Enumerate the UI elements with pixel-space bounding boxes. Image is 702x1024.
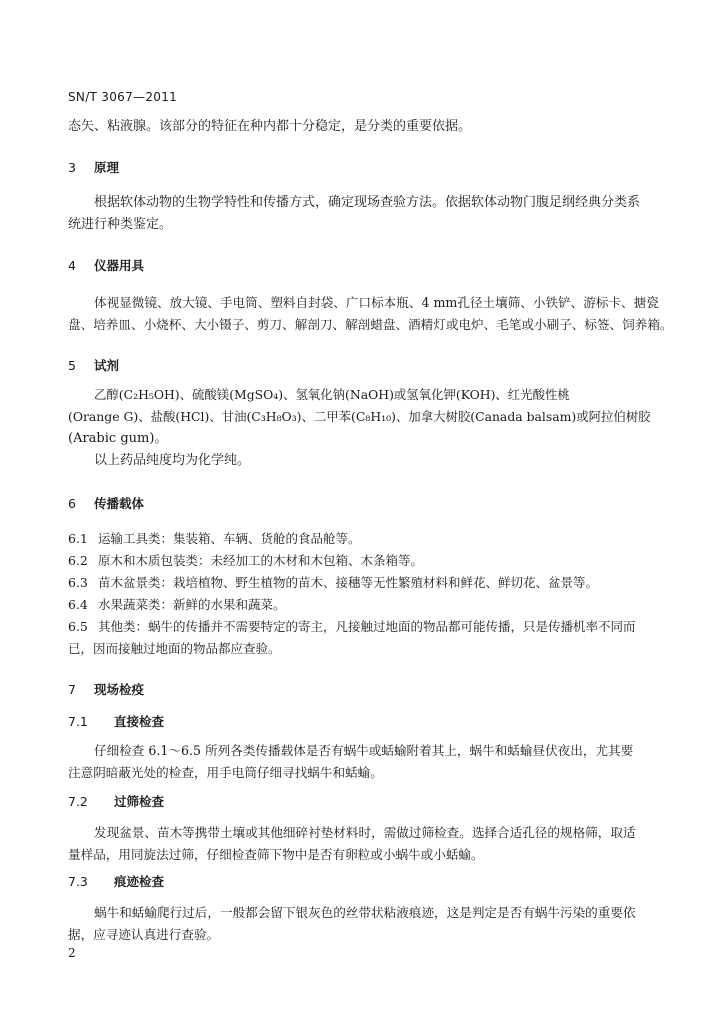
list-item bbox=[68, 550, 638, 572]
section-3-heading bbox=[68, 158, 119, 176]
subsection-number: 7.2 bbox=[68, 794, 88, 809]
section-7-heading bbox=[68, 680, 144, 698]
paragraph-line: 量样品，用同旋法过筛，仔细检查筛下物中是否有卵粒或小蜗牛或小蛞蝓。 bbox=[68, 847, 484, 862]
section-4-heading bbox=[68, 256, 144, 274]
paragraph-line: (Orange G)、盐酸(HCl)、甘油(C₃H₈O₃)、二甲苯(C₈H₁₀)、加拿大树胶(Canada balsam)或阿拉伯树胶 bbox=[68, 409, 651, 424]
section-number: 4 bbox=[68, 258, 76, 273]
section-title: 原理 bbox=[94, 160, 120, 175]
list-item bbox=[68, 528, 638, 550]
subsection-title: 直接检查 bbox=[114, 714, 165, 729]
item-number: 6.2 bbox=[68, 553, 88, 568]
subsection-7-3-heading bbox=[68, 872, 164, 890]
standard-code: SN/T 3067—2011 bbox=[68, 90, 178, 104]
list-item bbox=[68, 616, 638, 638]
section-6-heading bbox=[68, 494, 144, 512]
section-5-heading bbox=[68, 356, 119, 374]
list-item bbox=[68, 594, 638, 616]
subsection-7-2-heading bbox=[68, 792, 164, 810]
paragraph-line: 体视显微镜、放大镜、手电筒、塑料自封袋、广口标本瓶、4 mm孔径土壤筛、小铁铲、游标卡、搪瓷 bbox=[94, 295, 659, 310]
subsection-number: 7.1 bbox=[68, 714, 88, 729]
section-number: 3 bbox=[68, 160, 76, 175]
paragraph-line: 发现盆景、苗木等携带土壤或其他细碎衬垫材料时，需做过筛检查。选择合适孔径的规格筛，取适 bbox=[94, 825, 636, 840]
subsection-number: 7.3 bbox=[68, 874, 88, 889]
paragraph-line: 盘、培养皿、小烧杯、大小镊子、剪刀、解剖刀、解剖蜡盘、酒精灯或电炉、毛笔或小刷子、标签、饲养箱。 bbox=[68, 317, 673, 332]
paragraph-line: 根据软体动物的生物学特性和传播方式，确定现场查验方法。依据软体动物门腹足纲经典分类系 bbox=[94, 195, 641, 210]
paragraph-line: 仔细检查 6.1～6.5 所列各类传播载体是否有蜗牛或蛞蝓附着其上，蜗牛和蛞蝓昼伏夜出，尤其要 bbox=[94, 743, 634, 758]
section-title: 仪器用具 bbox=[94, 258, 145, 273]
section-title: 试剂 bbox=[94, 358, 120, 373]
section-number: 5 bbox=[68, 358, 76, 373]
paragraph-line: 蜗牛和蛞蝓爬行过后，一般都会留下银灰色的丝带状粘液痕迹，这是判定是否有蜗牛污染的重要依 bbox=[94, 905, 636, 920]
item-text: 运输工具类：集装箱、车辆、货舱的食品舱等。 bbox=[98, 531, 361, 546]
item-number: 6.3 bbox=[68, 575, 88, 590]
section-number: 6 bbox=[68, 496, 76, 511]
subsection-title: 过筛检查 bbox=[114, 794, 165, 809]
paragraph-line: 据，应寻迹认真进行查验。 bbox=[68, 927, 220, 942]
item-text: 其他类：蜗牛的传播并不需要特定的寄主，凡接触过地面的物品都可能传播，只是传播机率不同而 bbox=[98, 619, 636, 634]
section-title: 现场检疫 bbox=[94, 682, 145, 697]
item-text: 水果蔬菜类：新鲜的水果和蔬菜。 bbox=[98, 597, 286, 612]
section-number: 7 bbox=[68, 682, 76, 697]
subsection-7-1-heading bbox=[68, 712, 164, 730]
list-item bbox=[68, 572, 638, 594]
item-number: 6.1 bbox=[68, 531, 88, 546]
page-number: 2 bbox=[68, 946, 76, 960]
item-number: 6.5 bbox=[68, 619, 88, 634]
paragraph-line: 乙醇(C₂H₅OH)、硫酸镁(MgSO₄)、氢氧化钠(NaOH)或氢氧化钾(KOH)、红光酸性桃 bbox=[94, 387, 570, 402]
intro-line: 态矢、粘液腺。该部分的特征在种内都十分稳定，是分类的重要依据。 bbox=[68, 119, 472, 134]
item-number: 6.4 bbox=[68, 597, 88, 612]
item-continuation: 已，因而接触过地面的物品都应查验。 bbox=[68, 641, 281, 656]
paragraph-line: 注意阴暗蔽光处的检查，用手电筒仔细寻找蜗牛和蛞蝓。 bbox=[68, 765, 383, 780]
paragraph-line: 统进行种类鉴定。 bbox=[68, 217, 173, 232]
subsection-title: 痕迹检查 bbox=[114, 874, 165, 889]
item-text: 原木和木质包装类：未经加工的木材和木包箱、木条箱等。 bbox=[98, 553, 424, 568]
paragraph-line: 以上药品纯度均为化学纯。 bbox=[94, 453, 251, 468]
item-text: 苗木盆景类：栽培植物、野生植物的苗木、接穗等无性繁殖材料和鲜花、鲜切花、盆景等。 bbox=[98, 575, 599, 590]
paragraph-line: (Arabic gum)。 bbox=[68, 431, 168, 446]
section-title: 传播载体 bbox=[94, 496, 145, 511]
